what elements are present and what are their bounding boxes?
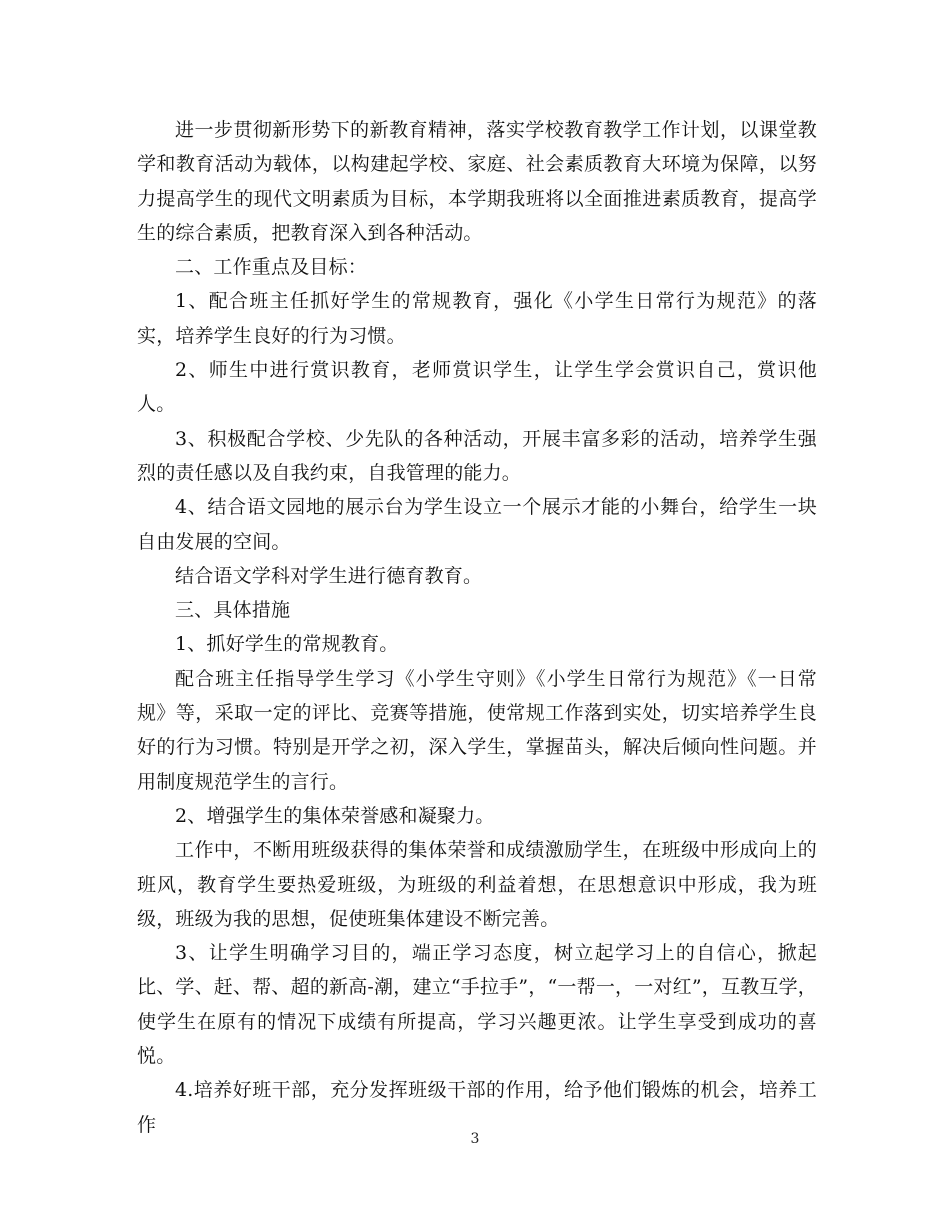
heading-section-3: 三、具体措施	[175, 599, 291, 622]
heading-measure-1: 1、抓好学生的常规教育。	[175, 633, 399, 656]
paragraph-goal-5: 结合语文学科对学生进行德育教育。	[175, 564, 483, 587]
paragraph-goal-3: 3、积极配合学校、少先队的各种活动，开展丰富多彩的活动，培养学生强烈的责任感以及自我约束，自我管理的能力。	[137, 427, 817, 484]
paragraph-measure-1: 配合班主任指导学生学习《小学生守则》《小学生日常行为规范》《一日常规》等，采取一定的评比、竞赛等措施，使常规工作落到实处，切实培养学生良好的行为习惯。特别是开学之初，深入学生，掌握苗头，解决后倾向性问题。并用制度规范学生的言行。	[137, 667, 817, 793]
page-number: 3	[470, 1131, 480, 1147]
paragraph-goal-2: 2、师生中进行赏识教育，老师赏识学生，让学生学会赏识自己，赏识他人。	[137, 359, 817, 416]
document-body	[137, 113, 817, 1142]
paragraph-intro: 进一步贯彻新形势下的新教育精神，落实学校教育教学工作计划，以课堂教学和教育活动为载体，以构建起学校、家庭、社会素质教育大环境为保障，以努力提高学生的现代文明素质为目标，本学期我班将以全面推进素质教育，提高学生的综合素质，把教育深入到各种活动。	[137, 119, 817, 244]
heading-section-2: 二、工作重点及目标：	[175, 256, 368, 279]
paragraph-goal-4: 4、结合语文园地的展示台为学生设立一个展示才能的小舞台，给学生一块自由发展的空间。	[137, 496, 817, 553]
paragraph-goal-1: 1、配合班主任抓好学生的常规教育，强化《小学生日常行为规范》的落实，培养学生良好的行为习惯。	[137, 290, 817, 347]
paragraph-measure-4: 4.培养好班干部，充分发挥班级干部的作用，给予他们锻炼的机会，培养工作	[137, 1079, 817, 1136]
paragraph-measure-2: 工作中，不断用班级获得的集体荣誉和成绩激励学生，在班级中形成向上的班风，教育学生要热爱班级，为班级的利益着想，在思想意识中形成，我为班级，班级为我的思想，促使班集体建设不断完善。	[137, 839, 817, 930]
heading-measure-2: 2、增强学生的集体荣誉感和凝聚力。	[175, 804, 495, 827]
paragraph-measure-3: 3、让学生明确学习目的，端正学习态度，树立起学习上的自信心，掀起比、学、赶、帮、超的新高-潮，建立“手拉手”，“一帮一，一对红”，互教互学，使学生在原有的情况下成绩有所提高，学习兴趣更浓。让学生享受到成功的喜悦。	[137, 942, 817, 1068]
